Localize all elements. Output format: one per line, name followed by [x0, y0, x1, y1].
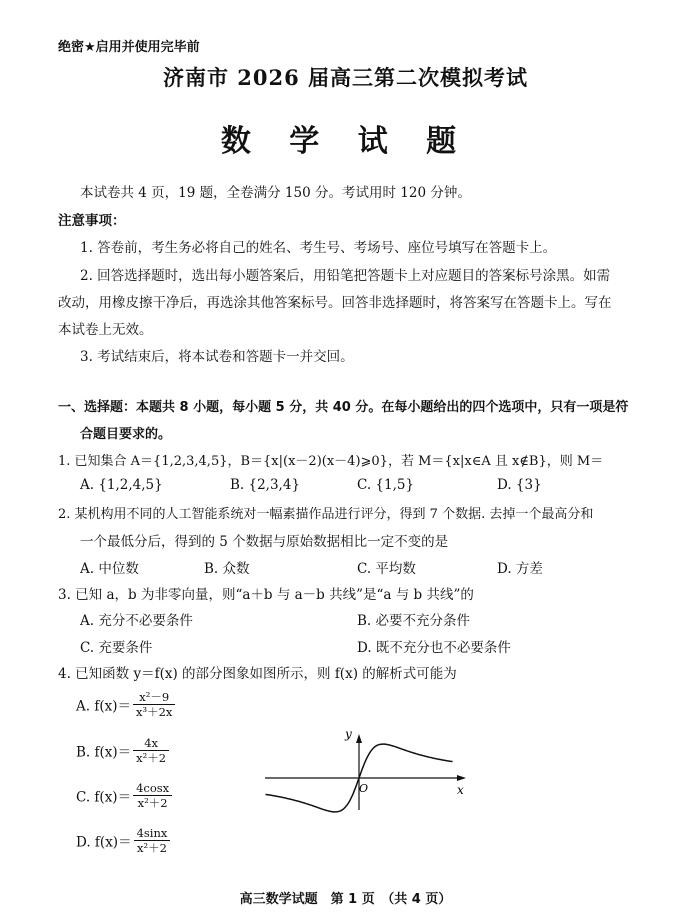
q1-option-d: D. {3} [497, 477, 542, 493]
origin-label: O [359, 782, 369, 795]
intro-text: 本试卷共 4 页，19 题，全卷满分 150 分。考试用时 120 分钟。 [80, 185, 471, 201]
q4-option-d-label: D. f(x)＝ [76, 834, 132, 851]
q4-option-d-numerator: 4sinx [134, 826, 171, 841]
q4-option-c-label: C. f(x)＝ [76, 789, 132, 806]
section-heading-line-2: 合题目要求的。 [80, 427, 172, 442]
q4-option-c-numerator: 4cosx [133, 781, 172, 796]
q4-option-c-denominator: x²＋2 [137, 796, 168, 810]
question-3-stem: 3. 已知 a，b 为非零向量，则“a＋b 与 a－b 共线”是“a 与 b 共线”的 [58, 587, 474, 603]
question-4-stem: 4. 已知函数 y＝f(x) 的部分图象如图所示，则 f(x) 的解析式可能为 [58, 666, 457, 682]
subject-title: 数 学 试 题 [220, 124, 471, 159]
q4-option-a-numerator: x²－9 [133, 690, 175, 705]
q4-option-b-label: B. f(x)＝ [76, 744, 132, 761]
q3-option-a: A. 充分不必要条件 [80, 613, 193, 629]
confidential-mark: 绝密★启用并使用完毕前 [58, 40, 200, 55]
section-heading-line-1: 一、选择题：本题共 8 小题，每小题 5 分，共 40 分。在每小题给出的四个选项中，只有一项是符 [58, 400, 629, 415]
exam-title: 济南市 2026 届高三第二次模拟考试 [162, 65, 529, 90]
question-2-line-2: 一个最低分后，得到的 5 个数据与原始数据相比一定不变的是 [80, 534, 449, 550]
q3-option-b: B. 必要不充分条件 [357, 613, 471, 629]
q4-option-b-numerator: 4x [133, 736, 169, 751]
q2-option-a: A. 中位数 [80, 561, 139, 577]
page-footer: 高三数学试题 第 1 页 （共 4 页） [239, 892, 452, 907]
notes-heading: 注意事项： [58, 213, 126, 229]
question-2-line-1: 2. 某机构用不同的人工智能系统对一幅素描作品进行评分，得到 7 个数据. 去掉一个最高分和 [58, 507, 594, 522]
q2-option-c: C. 平均数 [357, 561, 416, 577]
q1-option-a: A. {1,2,4,5} [80, 477, 163, 493]
question-1-stem: 1. 已知集合 A＝{1,2,3,4,5}，B＝{x|(x－2)(x－4)⩾0}，若 M＝{x|x∈A 且 x∉B}，则 M＝ [58, 454, 604, 469]
q4-option-c-fraction [133, 781, 172, 810]
q3-option-c: C. 充要条件 [80, 640, 153, 656]
q3-option-d: D. 既不充分也不必要条件 [357, 640, 511, 656]
q4-option-a-fraction [133, 690, 175, 719]
function-graph [255, 720, 485, 815]
q4-option-a-label: A. f(x)＝ [76, 698, 131, 715]
q4-option-b [76, 736, 169, 765]
x-axis-label: x [457, 783, 464, 797]
q1-option-c: C. {1,5} [357, 477, 415, 493]
q4-option-a-denominator: x³＋2x [135, 705, 173, 719]
y-axis-arrow [356, 734, 362, 743]
q4-option-b-fraction [133, 736, 169, 765]
q1-option-b: B. {2,3,4} [230, 477, 301, 493]
q2-option-b: B. 众数 [204, 561, 250, 577]
q4-option-c [76, 781, 172, 810]
q4-option-b-denominator: x²＋2 [136, 751, 167, 765]
y-axis-label: y [345, 727, 352, 741]
x-axis-arrow [457, 775, 466, 781]
q4-option-a [76, 690, 175, 719]
q2-option-d: D. 方差 [497, 561, 543, 577]
note-2-line-2: 改动，用橡皮擦干净后，再选涂其他答案标号。回答非选择题时，将答案写在答题卡上。写在 [58, 295, 612, 311]
note-2-line-1: 2. 回答选择题时，选出每小题答案后，用铅笔把答题卡上对应题目的答案标号涂黑。如需 [80, 268, 611, 284]
note-3: 3. 考试结束后，将本试卷和答题卡一并交回。 [80, 349, 354, 365]
note-1: 1. 答卷前，考生务必将自己的姓名、考生号、考场号、座位号填写在答题卡上。 [80, 240, 557, 256]
note-2-line-3: 本试卷上无效。 [58, 322, 153, 338]
q4-option-d-fraction [134, 826, 171, 855]
q4-option-d-denominator: x²＋2 [137, 841, 167, 855]
q4-option-d [76, 826, 170, 855]
